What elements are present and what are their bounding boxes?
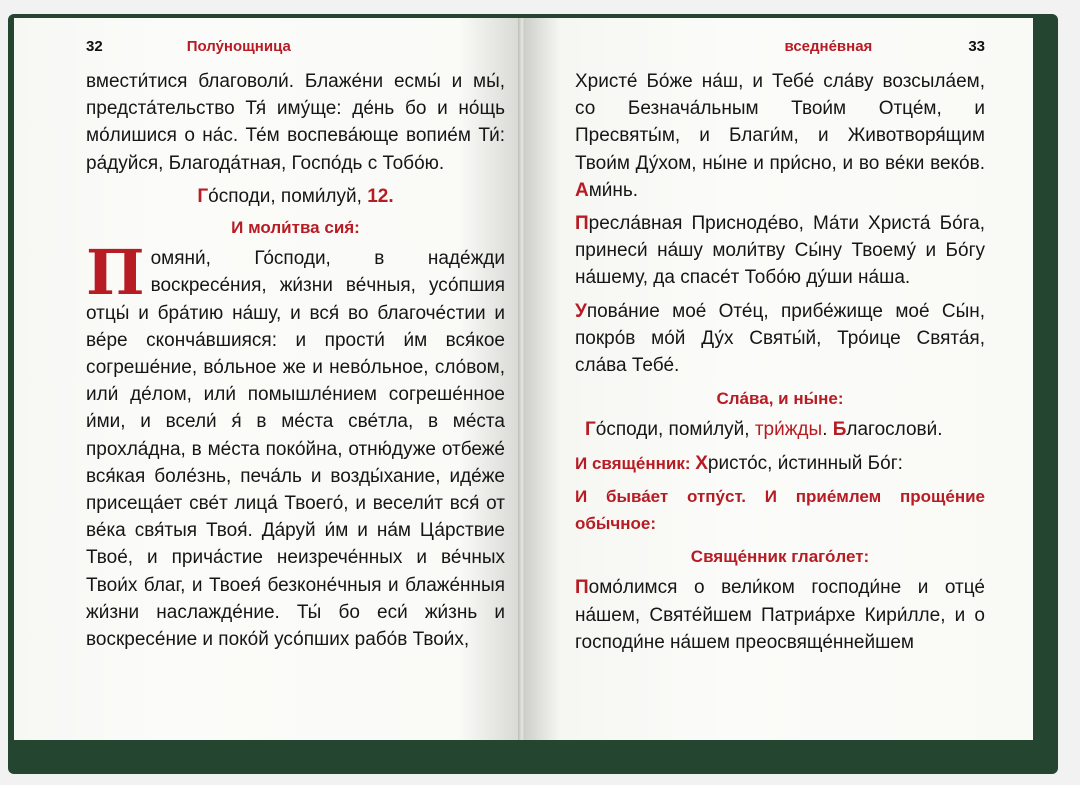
paragraph-patriarch bbox=[575, 574, 985, 656]
theotokos-initial: П bbox=[575, 213, 589, 235]
gospodi-initial: Г bbox=[197, 185, 209, 207]
prayer-text: омяни́, Го́споди, в наде́жди воскресе́ния, жи́зни ве́чныя, усо́пшия отцы́ и бра́тию на́шу, и вся́ во благоче́стии и ве́ре сконча́вшияся: и прости́ и́м вся́кое согреше́ние, во́льное же и нево́льное, сло́вом, или́ де́лом, или́ помышле́нием согреше́нное и́ми, и всели́ я́ в ме́ста све́тла, в ме́ста прохла́дна, в ме́ста поко́йна, отню́дуже отбеже́ вся́кая боле́знь, печа́ль и возды́хание, иде́же присеща́ет све́т лица́ Твоего́, и весели́т вся́ от ве́ка свя́тыя Твоя́. Да́руй и́м и на́м Ца́рствие Твое́, и прича́стие неизрече́нных и ве́чных Твои́х благ, и Твоея́ безконе́чныя и блаже́нныя жи́зни наслажде́ние. Ты́ бо еси́ жи́знь и воскресе́ние и поко́й усо́пших рабо́в Твои́х, bbox=[86, 248, 505, 651]
paragraph-theotokos bbox=[575, 210, 985, 292]
blago-text: лагослови́. bbox=[846, 419, 943, 441]
paragraph-christ bbox=[575, 68, 985, 204]
rubric-slava: Сла́ва, и ны́не: bbox=[716, 389, 844, 409]
right-page-header bbox=[575, 38, 985, 68]
paragraph-christ-text: Христе́ Бо́же на́ш, и Тебе́ сла́ву возсыла́ем, со Безнача́льным Твои́м Отце́м, и Пресвяты́м, и Благи́м, и Животворя́щим Твои́м Ду́хом, ны́не и при́сно, и во ве́ки веко́в. bbox=[575, 71, 985, 174]
left-page-body bbox=[86, 68, 505, 653]
blago-initial: Б bbox=[832, 419, 847, 441]
priest-says-rubric: Свяще́нник глаго́лет: bbox=[690, 547, 870, 567]
priest-line bbox=[575, 450, 985, 477]
left-page-header bbox=[86, 38, 505, 68]
gospodi-thrice-line: Го́споди, поми́луй, три́жды. Благослови́. bbox=[585, 419, 943, 441]
gospodi-count: 12. bbox=[367, 185, 394, 207]
priest-rubric: И свяще́нник: bbox=[575, 453, 696, 473]
hope-text: пова́ние мое́ Оте́ц, прибе́жище мое́ Сы́н, покро́в мо́й Ду́х Святы́й, Тро́ице Свята́я, сла́ва Тебе́. bbox=[575, 300, 985, 377]
gospodi-line bbox=[86, 183, 505, 210]
amin-initial: А bbox=[575, 179, 589, 201]
drop-cap: П bbox=[86, 236, 145, 310]
page-number-right: 33 bbox=[968, 38, 985, 55]
right-page-body bbox=[575, 68, 985, 656]
priest-text: ристо́с, и́стинный Бо́г: bbox=[707, 452, 903, 474]
patriarch-initial: П bbox=[575, 577, 589, 599]
priest-initial: Х bbox=[695, 452, 708, 474]
running-title-right: вседне́вная bbox=[784, 38, 873, 55]
gospodi-initial-right: Г bbox=[585, 419, 596, 441]
right-page bbox=[525, 18, 1033, 740]
running-title-left: Полу́нощница bbox=[186, 38, 291, 55]
theotokos-text: ресла́вная Присноде́во, Ма́ти Христа́ Бо́га, принеси́ на́шу моли́тву Сы́ну Твоему́ и Бо́гу на́шему, да спасе́т Тобо́ю ду́ши на́ша. bbox=[575, 213, 985, 289]
trizhdy: три́жды bbox=[754, 419, 823, 441]
page-number-left: 32 bbox=[86, 38, 103, 55]
rubric-prayer: И моли́тва сия́: bbox=[231, 218, 360, 238]
paragraph-hope bbox=[575, 298, 985, 380]
prayer-paragraph bbox=[86, 236, 505, 653]
gospodi-text: о́споди, поми́луй, bbox=[208, 185, 368, 207]
otpust-rubric: И быва́ет отпу́ст. И прие́млем проще́ние обы́чное: bbox=[575, 486, 985, 534]
left-page bbox=[14, 18, 519, 740]
hope-initial: У bbox=[575, 300, 587, 322]
gospodi-text-right: о́споди, поми́луй, bbox=[595, 419, 755, 441]
paragraph-magnify: вмести́тися благоволи́. Блаже́ни есмы́ и мы́, предста́тельство Тя́ иму́ще: де́нь бо и но́щь мо́лишися о на́с. Те́м воспева́юще вопие́м Ти́: ра́дуйся, Благода́тная, Госпо́дь с Тобо́ю. bbox=[86, 71, 505, 174]
patriarch-text: омо́лимся о вели́ком господи́не и отце́ на́шем, Святе́йшем Патриа́рхе Кири́лле, и о господи́не на́шем преосвяще́ннейшем bbox=[575, 577, 985, 653]
amin-rest: ми́нь. bbox=[588, 179, 639, 201]
